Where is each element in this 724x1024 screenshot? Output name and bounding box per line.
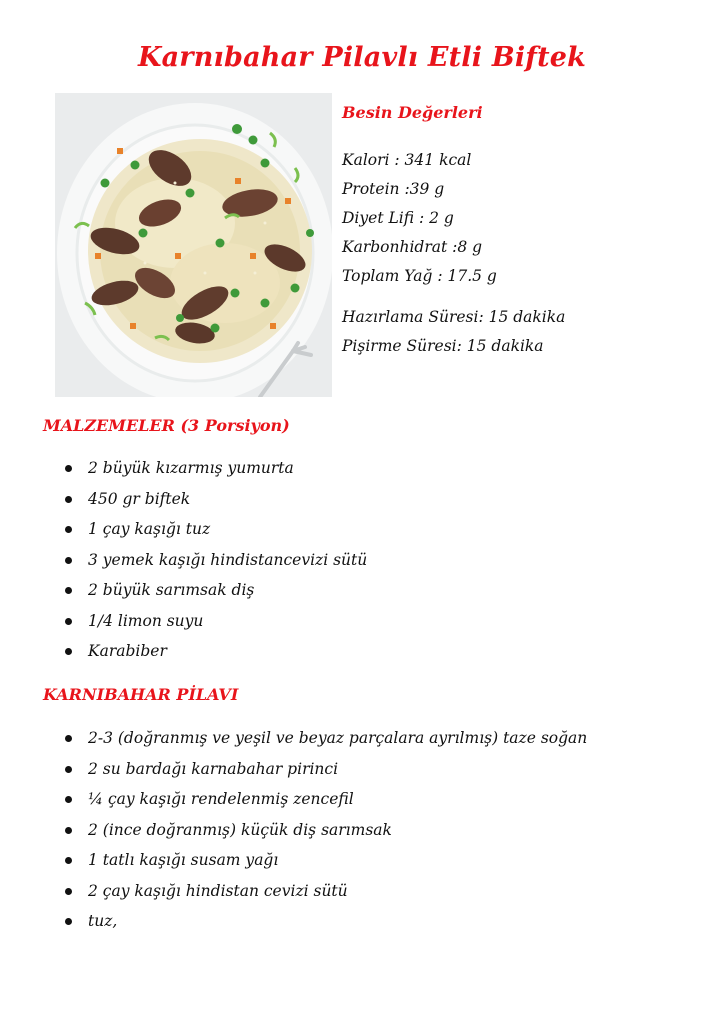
bullet-icon [65,888,72,895]
list-item [65,545,367,576]
list-item-text: 2 su bardağı karnabahar pirinci [88,759,339,778]
list-item [65,754,587,785]
list-item [65,575,367,606]
list-item-text: 1 çay kaşığı tuz [88,520,211,538]
list-item [65,815,587,846]
list-item-text: 1/4 limon suyu [88,611,204,630]
list-item-text: 2 (ince doğranmış) küçük diş sarımsak [88,820,392,839]
bullet-icon [65,618,72,625]
bullet-icon [65,766,72,773]
cook-time: Pişirme Süresi: 15 dakika [342,337,544,355]
list-item-text: 3 yemek kaşığı hindistancevizi sütü [88,550,368,569]
list-item-text: ¼ çay kaşığı rendelenmiş zencefil [88,790,354,808]
bullet-icon [65,735,72,742]
list-item [65,484,367,515]
nutrition-panel [342,102,702,361]
bullet-icon [65,587,72,594]
bullet-icon [65,496,72,503]
list-item-text: 2-3 (doğranmış ve yeşil ve beyaz parçalara ayrılmış) taze soğan [88,729,588,747]
list-item-text: 2 büyük kızarmış yumurta [88,459,294,477]
list-item-text: 450 gr biftek [88,489,191,508]
list-item [65,453,367,484]
list-item [65,876,587,907]
recipe-photo [55,93,332,397]
prep-time: Hazırlama Süresi: 15 dakika [342,308,566,326]
list-item-text: tuz, [88,912,118,930]
bullet-icon [65,557,72,564]
bullet-icon [65,526,72,533]
list-item [65,514,367,545]
recipe-title: Karnıbahar Pilavlı Etli Biftek [137,42,587,73]
bullet-icon [65,918,72,925]
list-item [65,636,367,667]
list-item [65,845,587,876]
bullet-icon [65,465,72,472]
bullet-icon [65,648,72,655]
nutrition-heading: Besin Değerleri [342,103,483,122]
cauliflower-rice-list [65,723,587,937]
list-item [65,606,367,637]
bullet-icon [65,857,72,864]
ingredients-heading: MALZEMELER (3 Porsiyon) [43,416,290,435]
bullet-icon [65,796,72,803]
list-item-text: 1 tatlı kaşığı susam yağı [88,851,279,869]
bullet-icon [65,827,72,834]
list-item [65,784,587,815]
cauliflower-rice-heading: KARNIBAHAR PİLAVI [43,685,239,704]
nutrition-calories: Kalori : 341 kcal [342,151,472,169]
nutrition-fiber: Diyet Lifi : 2 g [342,209,454,227]
ingredients-list [65,453,367,667]
list-item-text: 2 büyük sarımsak diş [88,581,255,599]
list-item [65,906,587,937]
list-item [65,723,587,754]
list-item-text: Karabiber [88,642,167,660]
nutrition-fat: Toplam Yağ : 17.5 g [342,267,497,285]
nutrition-carbohydrate: Karbonhidrat :8 g [342,238,483,256]
list-item-text: 2 çay kaşığı hindistan cevizi sütü [88,881,348,900]
nutrition-protein: Protein :39 g [342,180,445,198]
